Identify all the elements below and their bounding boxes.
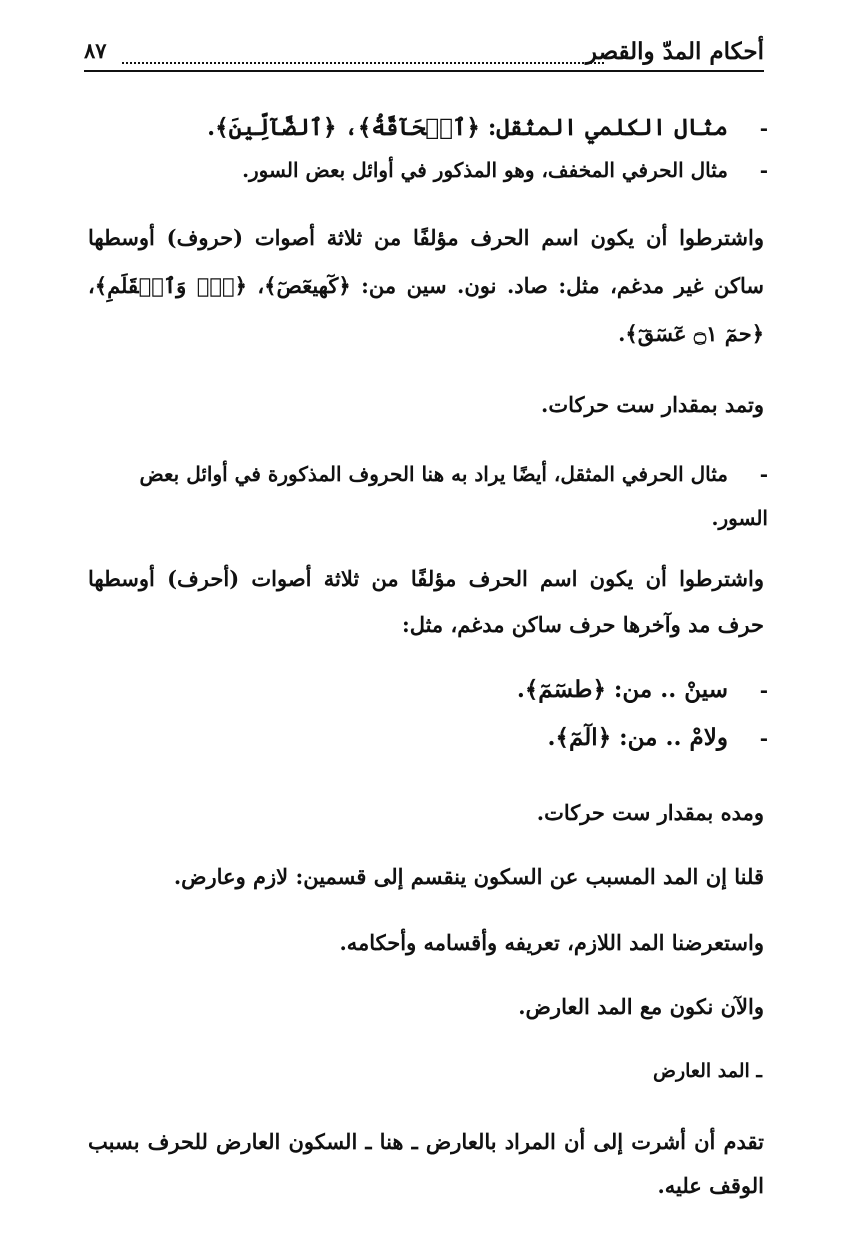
bullet-marker: - — [759, 462, 768, 486]
list-item — [168, 150, 768, 190]
paragraph: واشترطوا أن يكون اسم الحرف مؤلفًا من ثلاثة أصوات (حروف) أوسطها ساكن غير مدغم، مثل: صاد. نون. سين من: ﴿كٓهيعٓصٓ﴾، ﴿نٓۚ وَٱلۡقَلَمِ﴾، ﴿حمٓ ۝١ عٓسٓقٓ﴾. — [88, 225, 764, 346]
paragraph: واشترطوا أن يكون اسم الحرف مؤلفًا من ثلاثة أصوات (أحرف) أوسطها حرف مد وآخرها حرف ساكن مدغم، مثل: — [88, 566, 764, 637]
bullet-marker: - — [759, 116, 768, 140]
list-item-text: مثال الحرفي المخفف، وهو المذكور في أوائل بعض السور. — [242, 158, 728, 182]
running-header — [84, 36, 764, 72]
bullet-marker: - — [759, 726, 768, 750]
paragraph: قلنا إن المد المسبب عن السكون ينقسم إلى قسمين: لازم وعارض. — [173, 864, 764, 889]
section-heading: ـ المد العارض — [653, 1060, 762, 1082]
list-item — [168, 108, 768, 148]
header-title: أحكام المدّ والقصر — [585, 38, 764, 65]
page-number: ٨٧ — [84, 38, 107, 63]
header-dot-leader — [122, 44, 604, 64]
list-item — [368, 718, 768, 758]
list-item — [88, 452, 768, 540]
paragraph: ومده بمقدار ست حركات. — [536, 800, 764, 825]
list-item — [368, 670, 768, 710]
bullet-marker: - — [759, 678, 768, 702]
header-rule — [84, 70, 764, 72]
list-item-text: مثال الحرفي المثقل، أيضًا يراد به هنا الحروف المذكورة في أوائل بعض السور. — [139, 462, 768, 530]
paragraph: تقدم أن أشرت إلى أن المراد بالعارض ـ هنا ـ السكون العارض للحرف بسبب الوقف عليه. — [88, 1129, 764, 1198]
bullet-marker: - — [759, 158, 768, 182]
list-item-text: مثال الكلمي المثقل: ﴿ٱلۡحَآقَّةُ﴾، ﴿ٱلضَّآلِّينَ﴾. — [207, 114, 728, 141]
list-item-text: ولامْ .. من: ﴿الٓمٓ﴾. — [547, 724, 728, 751]
list-item-text: سينْ .. من: ﴿طسٓمٓ﴾. — [516, 676, 728, 703]
paragraph: واستعرضنا المد اللازم، تعريفه وأقسامه وأحكامه. — [339, 930, 764, 955]
paragraph: وتمد بمقدار ست حركات. — [541, 392, 764, 417]
paragraph: والآن نكون مع المد العارض. — [518, 994, 764, 1019]
